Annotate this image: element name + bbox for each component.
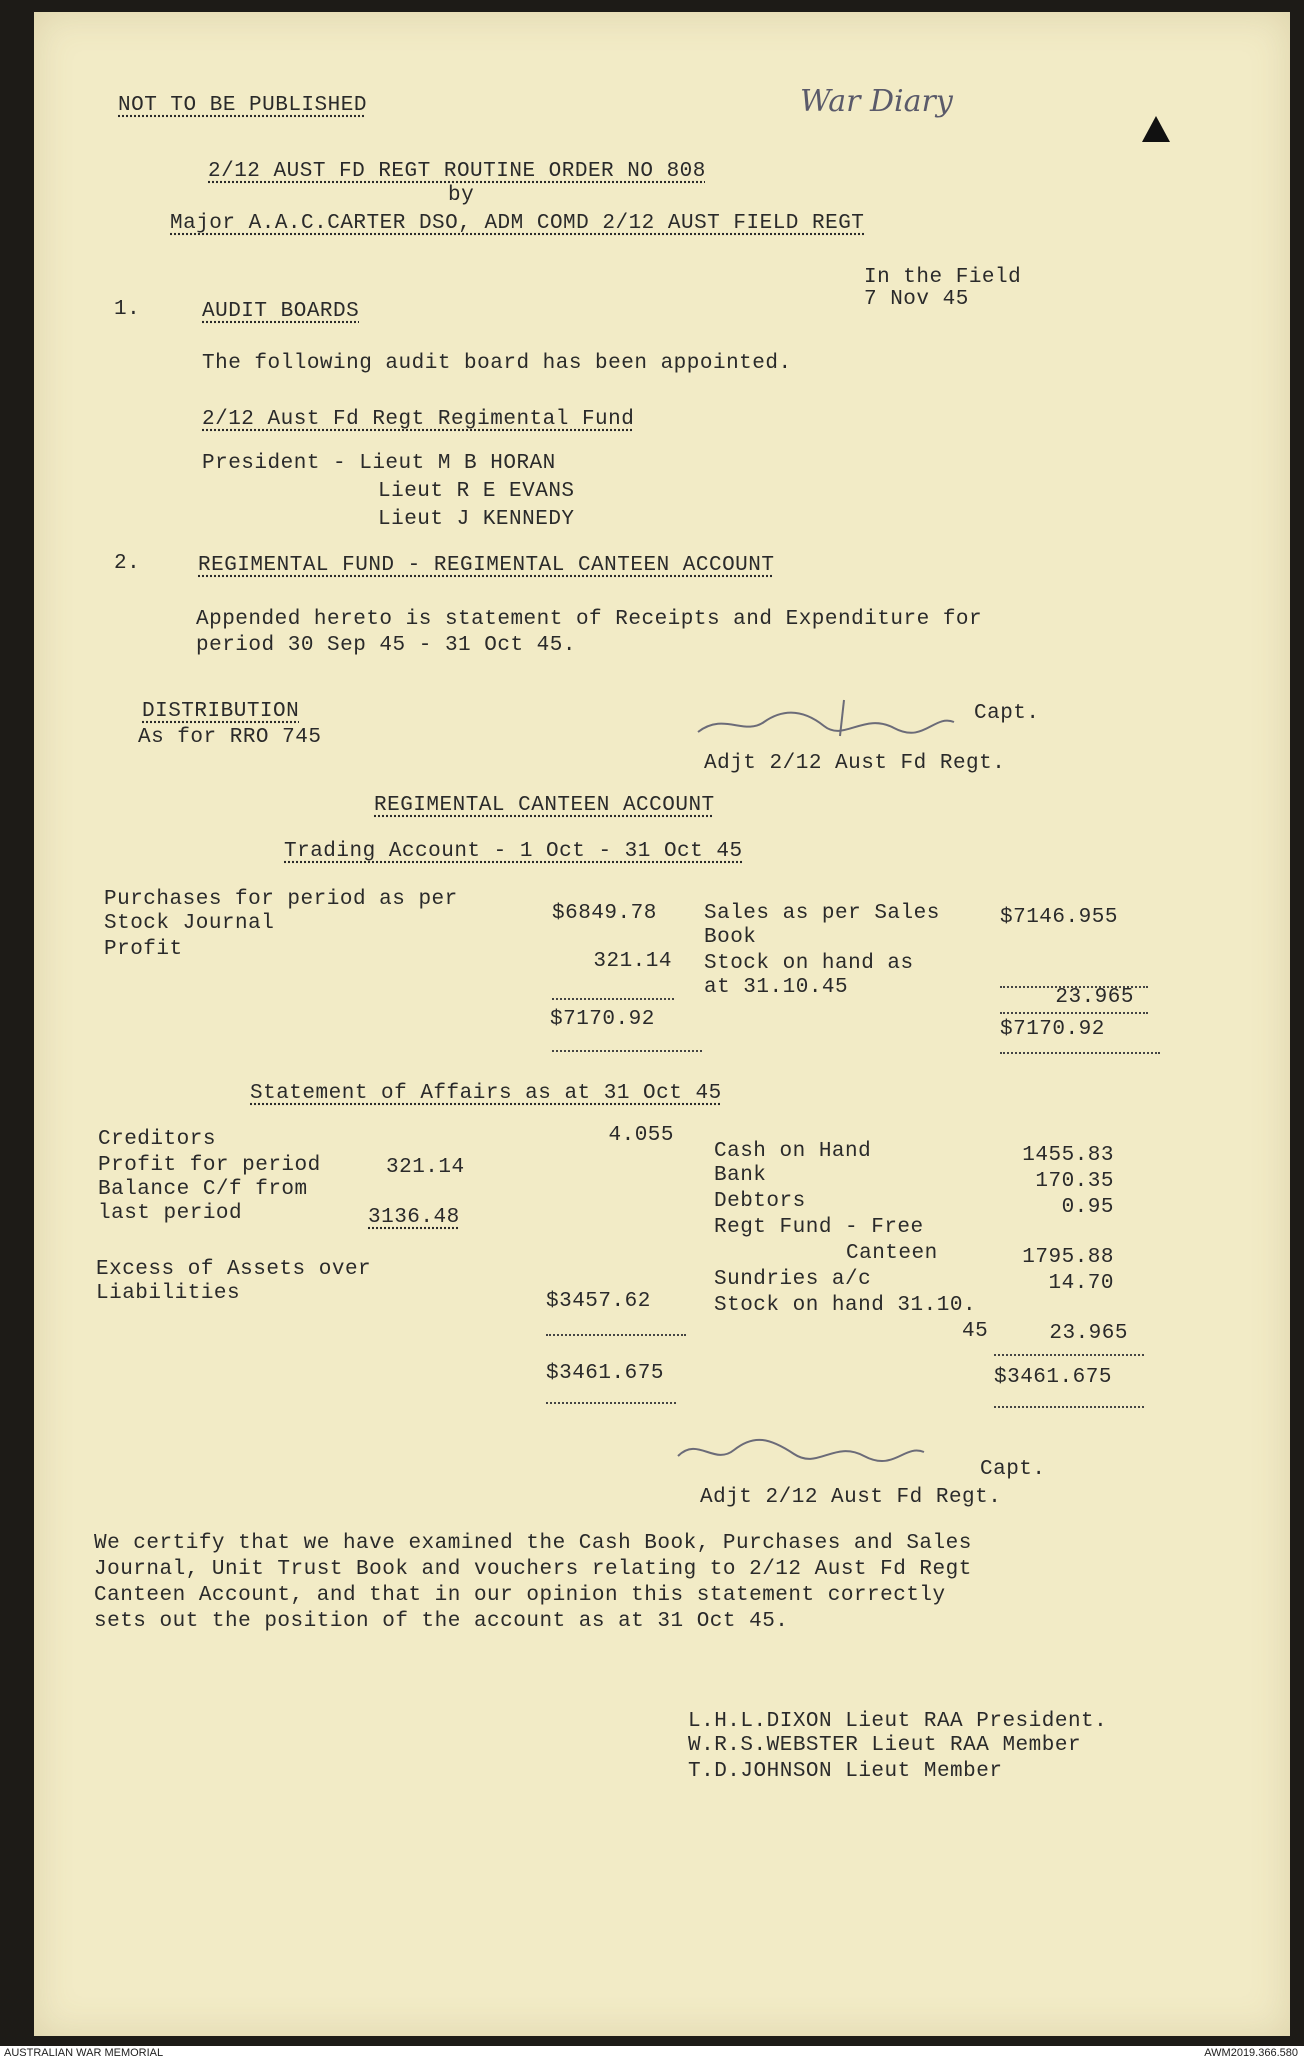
- board-line2: W.R.S.WEBSTER Lieut RAA Member: [688, 1734, 1082, 1757]
- trading-purchases-label-2: Stock Journal: [104, 912, 275, 935]
- trading-right-rule-2: [1000, 1012, 1148, 1014]
- trading-profit-value: 321.14: [593, 950, 672, 973]
- order-date: 7 Nov 45: [864, 288, 969, 311]
- trading-sales-label-1: Sales as per Sales: [704, 902, 940, 925]
- affairs-excess-label-2: Liabilities: [96, 1282, 241, 1305]
- trading-stock-label-2: at 31.10.45: [704, 976, 849, 999]
- certificate-line2: Journal, Unit Trust Book and vouchers relating to 2/12 Aust Fd Regt: [94, 1558, 972, 1581]
- affairs-balance-value: 3136.48: [368, 1206, 460, 1229]
- item2-number: 2.: [114, 552, 141, 575]
- distribution-value: As for RRO 745: [138, 726, 322, 749]
- trading-left-double-rule: [552, 1050, 702, 1052]
- affairs-stock-label-1: Stock on hand 31.10.: [714, 1294, 977, 1317]
- trading-sales-label-2: Book: [704, 926, 757, 949]
- war-diary-annotation: War Diary: [800, 84, 953, 119]
- affairs-creditors-label: Creditors: [98, 1128, 216, 1151]
- certificate-line1: We certify that we have examined the Cash Book, Purchases and Sales: [94, 1532, 972, 1555]
- document-page: [34, 12, 1290, 2036]
- trading-stock-label-1: Stock on hand as: [704, 952, 914, 975]
- order-commander: Major A.A.C.CARTER DSO, ADM COMD 2/12 AUST FIELD REGT: [170, 212, 865, 235]
- affairs-profit-value: 321.14: [386, 1156, 465, 1179]
- not-published-label: NOT TO BE PUBLISHED: [118, 94, 367, 117]
- trading-left-rule: [552, 998, 674, 1000]
- signature1-rank: Capt.: [974, 702, 1040, 725]
- archive-footer: [0, 2046, 1304, 2061]
- affairs-excess-value: $3457.62: [546, 1290, 651, 1313]
- order-location: In the Field: [864, 266, 1022, 289]
- certificate-line3: Canteen Account, and that in our opinion this statement correctly: [94, 1584, 946, 1607]
- affairs-sundries-value: 14.70: [1048, 1272, 1114, 1295]
- affairs-free-value: 1795.88: [1022, 1246, 1114, 1269]
- affairs-stock-label-2: 45: [962, 1320, 989, 1343]
- affairs-excess-label-1: Excess of Assets over: [96, 1258, 372, 1281]
- affairs-heading: Statement of Affairs as at 31 Oct 45: [250, 1082, 722, 1105]
- order-by: by: [448, 184, 475, 207]
- signature-scribble: [694, 692, 984, 746]
- affairs-profit-label: Profit for period: [98, 1154, 321, 1177]
- signature2-title: Adjt 2/12 Aust Fd Regt.: [700, 1486, 1002, 1509]
- affairs-free-label-2: Canteen: [846, 1242, 938, 1265]
- item1-text: The following audit board has been appointed.: [202, 352, 792, 375]
- trading-sales-value: $7146.955: [1000, 906, 1118, 929]
- affairs-sundries-label: Sundries a/c: [714, 1268, 872, 1291]
- affairs-left-rule: [546, 1334, 686, 1336]
- item2-line2: period 30 Sep 45 - 31 Oct 45.: [196, 634, 576, 657]
- affairs-cash-label: Cash on Hand: [714, 1140, 872, 1163]
- footer-left: AUSTRALIAN WAR MEMORIAL: [4, 2047, 164, 2059]
- affairs-creditors-value: 4.055: [608, 1124, 674, 1147]
- item1-fund: 2/12 Aust Fd Regt Regimental Fund: [202, 408, 635, 431]
- trading-purchases-value: $6849.78: [552, 902, 657, 925]
- signature2-rank: Capt.: [980, 1458, 1046, 1481]
- affairs-right-rule: [994, 1354, 1144, 1356]
- affairs-balance-label-1: Balance C/f from: [98, 1178, 308, 1201]
- trading-right-double-rule: [1000, 1052, 1160, 1054]
- affairs-debtors-label: Debtors: [714, 1190, 806, 1213]
- trading-profit-label: Profit: [104, 938, 183, 961]
- page-corner-notch: [1142, 116, 1170, 142]
- item1-number: 1.: [114, 298, 141, 321]
- item1-president: President - Lieut M B HORAN: [202, 452, 556, 475]
- affairs-debtors-value: 0.95: [1061, 1196, 1114, 1219]
- canteen-title: REGIMENTAL CANTEEN ACCOUNT: [374, 794, 715, 817]
- footer-right: AWM2019.366.580: [1204, 2047, 1298, 2059]
- affairs-balance-label-2: last period: [98, 1202, 243, 1225]
- distribution-label: DISTRIBUTION: [142, 700, 300, 723]
- order-title: 2/12 AUST FD REGT ROUTINE ORDER NO 808: [208, 160, 706, 183]
- affairs-left-double-rule: [546, 1402, 676, 1404]
- affairs-bank-value: 170.35: [1035, 1170, 1114, 1193]
- affairs-free-label-1: Regt Fund - Free: [714, 1216, 924, 1239]
- trading-left-total: $7170.92: [550, 1008, 655, 1031]
- item1-member1: Lieut R E EVANS: [378, 480, 575, 503]
- signature-scribble-2: [674, 1426, 944, 1476]
- trading-right-total: $7170.92: [1000, 1018, 1105, 1041]
- affairs-stock-value: 23.965: [1049, 1322, 1128, 1345]
- item1-member2: Lieut J KENNEDY: [378, 508, 575, 531]
- board-line1: L.H.L.DIXON Lieut RAA President.: [688, 1710, 1108, 1733]
- item2-heading: REGIMENTAL FUND - REGIMENTAL CANTEEN ACCOUNT: [198, 554, 775, 577]
- affairs-left-total: $3461.675: [546, 1362, 664, 1385]
- trading-stock-value: 23.965: [1055, 986, 1134, 1009]
- trading-heading: Trading Account - 1 Oct - 31 Oct 45: [284, 840, 743, 863]
- certificate-line4: sets out the position of the account as at 31 Oct 45.: [94, 1610, 789, 1633]
- item2-line1: Appended hereto is statement of Receipts and Expenditure for: [196, 608, 983, 631]
- board-line3: T.D.JOHNSON Lieut Member: [688, 1760, 1003, 1783]
- trading-purchases-label-1: Purchases for period as per: [104, 888, 458, 911]
- affairs-right-double-rule: [994, 1406, 1144, 1408]
- item1-heading: AUDIT BOARDS: [202, 300, 360, 323]
- affairs-right-total: $3461.675: [994, 1366, 1112, 1389]
- signature1-title: Adjt 2/12 Aust Fd Regt.: [704, 752, 1006, 775]
- affairs-cash-value: 1455.83: [1022, 1144, 1114, 1167]
- affairs-bank-label: Bank: [714, 1164, 767, 1187]
